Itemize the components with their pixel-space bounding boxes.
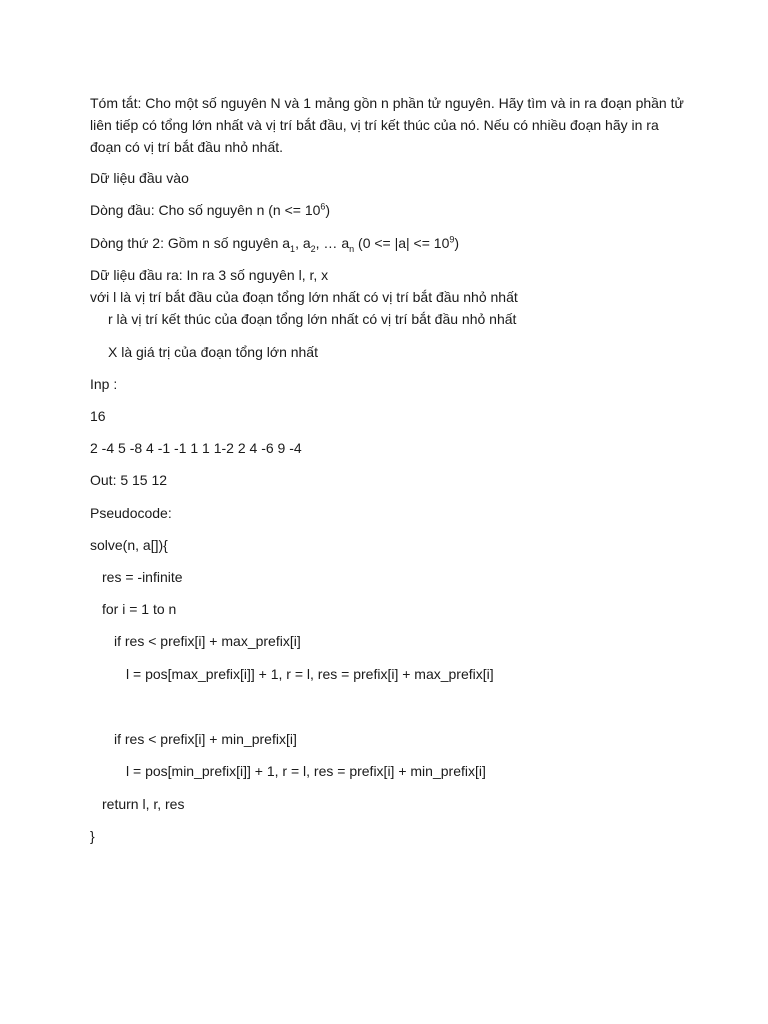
code-line: for i = 1 to n bbox=[102, 601, 177, 617]
code-line: l = pos[min_prefix[i]] + 1, r = l, res = prefix[i] + min_prefix[i] bbox=[126, 763, 486, 779]
input-line-2-range: (0 <= |a| <= 10 bbox=[354, 235, 450, 251]
input-line-2-sub-n: n bbox=[349, 243, 355, 254]
input-line-2-sep-1: , a bbox=[295, 235, 311, 251]
code-line: res = -infinite bbox=[102, 569, 183, 585]
input-line-1-exponent: 6 bbox=[320, 201, 326, 212]
input-line-2-text: Dòng thứ 2: Gồm n số nguyên a bbox=[90, 235, 291, 251]
output-x-description: X là giá trị của đoạn tổng lớn nhất bbox=[108, 344, 318, 360]
code-line: } bbox=[90, 828, 95, 844]
input-heading: Dữ liệu đầu vào bbox=[90, 170, 189, 186]
input-line-2-exponent: 9 bbox=[449, 234, 455, 245]
input-line-1-text: Dòng đầu: Cho số nguyên n (n <= 10 bbox=[90, 202, 321, 218]
pseudocode-label: Pseudocode: bbox=[90, 505, 172, 521]
input-line-2-close: ) bbox=[454, 235, 460, 251]
output-l-description: với l là vị trí bắt đầu của đoạn tổng lớn nhất có vị trí bắt đầu nhỏ nhất bbox=[90, 289, 518, 305]
input-line-1-close: ) bbox=[325, 202, 331, 218]
example-output: Out: 5 15 12 bbox=[90, 472, 168, 488]
example-input-label: Inp : bbox=[90, 376, 118, 392]
input-line-2 bbox=[90, 232, 459, 254]
example-array: 2 -4 5 -8 4 -1 -1 1 1 1-2 2 4 -6 9 -4 bbox=[90, 440, 302, 456]
input-line-2-sep-2: , … a bbox=[315, 235, 350, 251]
code-line: return l, r, res bbox=[102, 796, 185, 812]
output-r-description: r là vị trí kết thúc của đoạn tổng lớn nhất có vị trí bắt đầu nhỏ nhất bbox=[108, 311, 517, 327]
code-line: if res < prefix[i] + min_prefix[i] bbox=[114, 731, 297, 747]
code-line: if res < prefix[i] + max_prefix[i] bbox=[114, 633, 301, 649]
example-n: 16 bbox=[90, 408, 106, 424]
output-heading: Dữ liệu đầu ra: In ra 3 số nguyên l, r, x bbox=[90, 267, 329, 283]
input-line-1 bbox=[90, 199, 330, 221]
input-line-2-sub-1: 1 bbox=[290, 243, 296, 254]
input-line-2-sub-2: 2 bbox=[310, 243, 316, 254]
code-line: solve(n, a[]){ bbox=[90, 537, 168, 553]
code-line: l = pos[max_prefix[i]] + 1, r = l, res = prefix[i] + max_prefix[i] bbox=[126, 666, 494, 682]
problem-summary: Tóm tắt: Cho một số nguyên N và 1 mảng gồn n phần tử nguyên. Hãy tìm và in ra đoạn phần tử liên tiếp có tổng lớn nhất và vị trí bắt đầu, vị trí kết thúc của nó. Nếu có nhiều đoạn hãy in ra đoạn có vị trí bắt đầu nhỏ nhất. bbox=[90, 95, 684, 155]
